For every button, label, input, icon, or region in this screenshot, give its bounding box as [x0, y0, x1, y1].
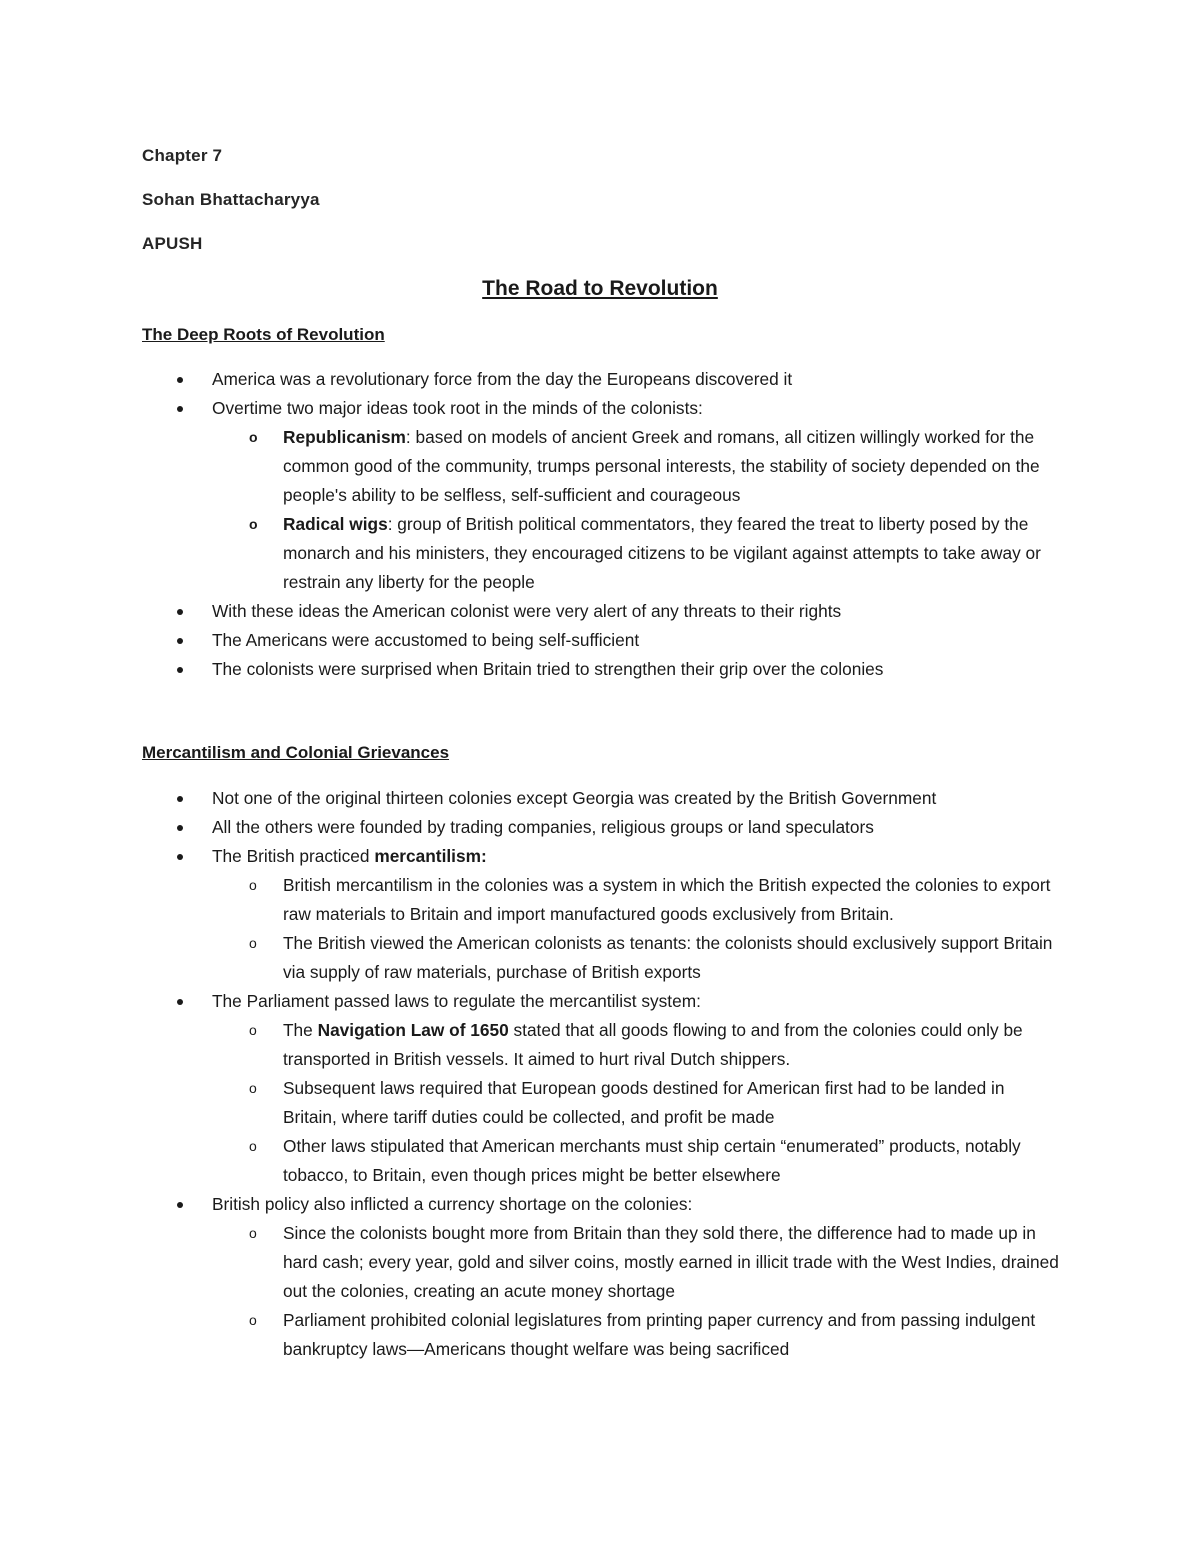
list-item: [0, 784, 1200, 813]
list-item: [0, 842, 1200, 871]
term-label: mercantilism:: [374, 846, 487, 866]
bullet-icon: [177, 999, 183, 1005]
list-item: [0, 365, 1200, 394]
sub-list-item-text: The British viewed the American colonists as tenants: the colonists should exclusively support Britain via supply of raw materials, purchase of British exports: [283, 933, 1053, 982]
sub-list-item: [0, 871, 1200, 929]
list-item: [0, 394, 1200, 423]
sub-list-item-text: Subsequent laws required that European goods destined for American first had to be landed in Britain, where tariff duties could be collected, and profit be made: [283, 1078, 1005, 1127]
section-heading-deep-roots: The Deep Roots of Revolution: [142, 325, 385, 344]
sub-list-item: [0, 1074, 1200, 1132]
list-item: [0, 655, 1200, 684]
circle-bullet-icon: o: [249, 1225, 257, 1241]
circle-bullet-icon: o: [249, 1080, 257, 1096]
circle-bullet-icon: o: [249, 429, 258, 445]
circle-bullet-icon: o: [249, 1022, 257, 1038]
list-item-text: The British practiced: [212, 846, 375, 866]
list-item: [0, 597, 1200, 626]
sub-list-item-pre: The: [283, 1020, 318, 1040]
bullet-icon: [177, 638, 183, 644]
circle-bullet-icon: o: [249, 877, 257, 893]
list-item-text: The colonists were surprised when Britain tried to strengthen their grip over the colonies: [212, 659, 884, 679]
term-label: Navigation Law of 1650: [317, 1020, 509, 1040]
sub-list-item: [0, 1132, 1200, 1190]
bullet-icon: [177, 609, 183, 615]
sub-list-item-text: : group of British political commentators, they feared the treat to liberty posed by the monarch and his ministers, they encouraged citizens to be vigilant against attempts to take away or restrain any liberty for the people: [283, 514, 1041, 592]
sub-list-item: [0, 423, 1200, 510]
list-item: [0, 813, 1200, 842]
sub-list-item-text: Other laws stipulated that American merchants must ship certain “enumerated” products, notably tobacco, to Britain, even though prices might be better elsewhere: [283, 1136, 1021, 1185]
sub-list-item: [0, 1306, 1200, 1364]
circle-bullet-icon: o: [249, 1138, 257, 1154]
sub-list-item: [0, 1219, 1200, 1306]
list-item-text: British policy also inflicted a currency shortage on the colonies:: [212, 1194, 693, 1214]
sub-list-item: [0, 510, 1200, 597]
list-item-text: Not one of the original thirteen colonies except Georgia was created by the British Government: [212, 788, 937, 808]
sub-list-item: [0, 929, 1200, 987]
list-item: [0, 1190, 1200, 1219]
list-item-text: All the others were founded by trading companies, religious groups or land speculators: [212, 817, 874, 837]
sub-list-item-text: Parliament prohibited colonial legislatures from printing paper currency and from passing indulgent bankruptcy laws—Americans thought welfare was being sacrificed: [283, 1310, 1036, 1359]
list-item-text: With these ideas the American colonist were very alert of any threats to their rights: [212, 601, 842, 621]
term-label: Radical wigs: [283, 514, 388, 534]
list-item-text: The Parliament passed laws to regulate the mercantilist system:: [212, 991, 701, 1011]
section-list-mercantilism: [0, 784, 1200, 1364]
sub-list-item-text: British mercantilism in the colonies was a system in which the British expected the colonies to export raw materials to Britain and import manufactured goods exclusively from Britain.: [283, 875, 1051, 924]
circle-bullet-icon: o: [249, 1312, 257, 1328]
list-item: [0, 987, 1200, 1016]
circle-bullet-icon: o: [249, 516, 258, 532]
bullet-icon: [177, 854, 183, 860]
list-item-text: Overtime two major ideas took root in the minds of the colonists:: [212, 398, 703, 418]
chapter-label: Chapter 7: [142, 146, 223, 165]
section-list-deep-roots: [0, 365, 1200, 684]
bullet-icon: [177, 406, 183, 412]
sub-list-item: [0, 1016, 1200, 1074]
list-item-text: The Americans were accustomed to being self-sufficient: [212, 630, 640, 650]
bullet-icon: [177, 825, 183, 831]
list-item-text: America was a revolutionary force from the day the Europeans discovered it: [212, 369, 793, 389]
sub-list-item-text: stated that all goods flowing to and from the colonies could only be transported in British vessels. It aimed to hurt rival Dutch shippers.: [283, 1020, 1023, 1069]
author-name: Sohan Bhattacharyya: [142, 190, 320, 209]
sub-list-item-text: : based on models of ancient Greek and romans, all citizen willingly worked for the common good of the community, trumps personal interests, the stability of society depended on the people's ability to be selfless, self-sufficient and courageous: [283, 427, 1040, 505]
list-item: [0, 626, 1200, 655]
document-title: The Road to Revolution: [482, 277, 718, 300]
course-label: APUSH: [142, 234, 203, 253]
bullet-icon: [177, 377, 183, 383]
bullet-icon: [177, 1202, 183, 1208]
sub-list-item-text: Since the colonists bought more from Britain than they sold there, the difference had to made up in hard cash; every year, gold and silver coins, mostly earned in illicit trade with the West Indies, drained out the colonies, creating an acute money shortage: [283, 1223, 1059, 1301]
bullet-icon: [177, 796, 183, 802]
section-heading-mercantilism: Mercantilism and Colonial Grievances: [142, 743, 450, 762]
bullet-icon: [177, 667, 183, 673]
term-label: Republicanism: [283, 427, 406, 447]
circle-bullet-icon: o: [249, 935, 257, 951]
